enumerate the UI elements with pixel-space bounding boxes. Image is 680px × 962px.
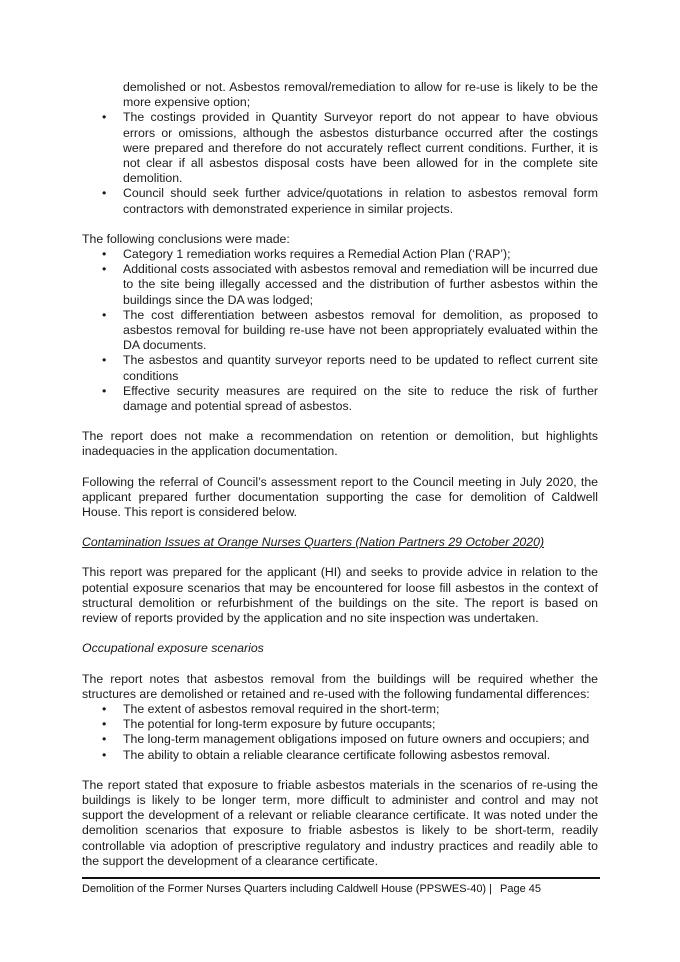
section-heading-occupational: Occupational exposure scenarios [82,641,264,656]
bullet-item: • The costings provided in Quantity Surveyor report do not appear to have obvious errors or omissions, although the asbestos disturbance occurred after the costings were prepared and therefore do not accurately reflect current conditions. Further, it is not clear if all asbestos disposal costs have been allowed for in the complete site demolition. [82,110,598,186]
bullet-list-advice [82,110,598,216]
paragraph-conclusions-intro: The following conclusions were made: [82,231,290,246]
page-footer [82,882,600,896]
section-heading-contamination: Contamination Issues at Orange Nurses Quarters (Nation Partners 29 October 2020) [82,535,545,550]
continued-bullet-text: demolished or not. Asbestos removal/remediation to allow for re-use is likely to be the more expensive option; [123,80,598,110]
bullet-list-differences [82,702,598,763]
bullet-item: • The potential for long-term exposure by future occupants; [82,717,598,732]
footer-divider [82,877,600,879]
bullet-item: • Category 1 remediation works requires a Remedial Action Plan (‘RAP’); [82,247,598,262]
footer-page-number: Page 45 [500,883,541,895]
bullet-item: • The cost differentiation between asbestos removal for demolition, as proposed to asbestos removal for building re-use have not been appropriately evaluated within the DA documents. [82,308,598,354]
paragraph-report-notes: The report notes that asbestos removal from the buildings will be required whether the structures are demolished or retained and re-used with the following fundamental differences: [82,671,598,701]
bullet-item: • The asbestos and quantity surveyor reports need to be updated to reflect current site conditions [82,353,598,383]
page-body [82,80,598,869]
footer-document-title: Demolition of the Former Nurses Quarters including Caldwell House (PPSWES-40) | [82,883,493,895]
bullet-item: • The extent of asbestos removal required in the short-term; [82,702,598,717]
bullet-item: • The long-term management obligations imposed on future owners and occupiers; and [82,732,598,747]
paragraph-report-prepared: This report was prepared for the applicant (HI) and seeks to provide advice in relation to the potential exposure scenarios that may be encountered for loose fill asbestos in the context of structural demolition or refurbishment of the buildings on the site. The report is based on review of reports provided by the application and no site inspection was undertaken. [82,565,598,626]
paragraph-report-recommendation: The report does not make a recommendation on retention or demolition, but highlights inadequacies in the application documentation. [82,429,598,459]
bullet-item: • Council should seek further advice/quotations in relation to asbestos removal form contractors with demonstrated experience in similar projects. [82,186,598,216]
bullet-item: • Effective security measures are required on the site to reduce the risk of further damage and potential spread of asbestos. [82,384,598,414]
bullet-item: • Additional costs associated with asbestos removal and remediation will be incurred due to the site being illegally accessed and the distribution of further asbestos within the buildings since the DA was lodged; [82,262,598,308]
bullet-item: • The ability to obtain a reliable clearance certificate following asbestos removal. [82,748,598,763]
paragraph-report-stated: The report stated that exposure to friable asbestos materials in the scenarios of re-using the buildings is likely to be longer term, more difficult to administer and control and may not support the development of a relevant or reliable clearance certificate. It was noted under the demolition scenarios that exposure to friable asbestos is likely to be short-term, readily controllable via adoption of prescriptive regulatory and industry practices and readily able to the support the development of a clearance certificate. [82,777,598,868]
bullet-list-conclusions [82,247,598,414]
paragraph-referral: Following the referral of Council’s assessment report to the Council meeting in July 2020, the applicant prepared further documentation supporting the case for demolition of Caldwell House. This report is considered below. [82,474,598,520]
